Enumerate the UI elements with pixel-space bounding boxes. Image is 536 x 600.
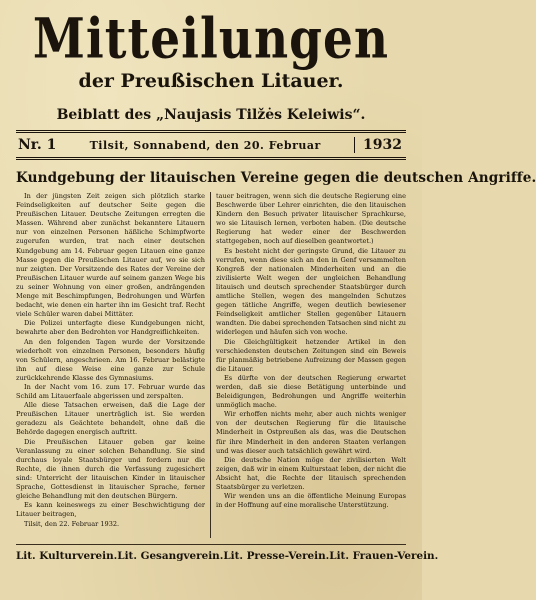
newspaper-subtitle: der Preußischen Litauer. bbox=[78, 70, 344, 92]
signature-kulturverein: Lit. Kulturverein. bbox=[16, 550, 118, 562]
right-column bbox=[211, 192, 406, 538]
issue-bar bbox=[16, 130, 406, 160]
issue-date: Tilsit, Sonnabend, den 20. Februar bbox=[89, 138, 321, 152]
masthead bbox=[16, 6, 406, 124]
paragraph: Es dürfte von der deutschen Regierung erwartet werden, daß sie diese Betätigung unterbinde und Beleidigungen, Bedrohungen und Angriffe weiterhin unmöglich mache. bbox=[216, 373, 406, 410]
issue-number: Nr. 1 bbox=[18, 137, 57, 153]
supplement-line: Beiblatt des „Naujasis Tilžės Keleiwis“. bbox=[56, 107, 366, 123]
article-headline: Kundgebung der litauischen Vereine gegen die deutschen Angriffe. bbox=[16, 170, 536, 186]
paragraph: Es besteht nicht der geringste Grund, die Litauer zu verrufen, wenn diese sich an den in Genf versammelten Kongreß der nationalen Minderheiten und an die zivilisierte Welt wegen der ungleichen Behandlung litauisch und deutsch sprechender Staatsbürger durch amtliche Stellen, wegen des mangelnden Schutzes gegen tätliche Angriffe, wegen deutlich bewiesener Feindseligkeit amtlicher Stellen gegenüber Litauern wandten. Die dabei sprechenden Tatsachen sind nicht zu widerlegen und häufen sich von woche. bbox=[216, 246, 406, 337]
left-column bbox=[16, 192, 211, 538]
paragraph: Die Preußischen Litauer geben gar keine Veranlassung zu einer solchen Behandlung. Sie sind durchaus loyale Staatsbürger und fordern nur die Rechte, die ihnen durch die Verfassung zugesichert sind: Unterricht der litauischen Kinder in litauischer Sprache, Gottesdienst in litauischer Sprache, ferner gleiche Behandlung mit den deutschen Bürgern. bbox=[16, 437, 205, 501]
paragraph: Die Polizei unterfagte diese Kundgebungen nicht, bewahrte aber den Bedrohten vor Handgreiflichkeiten. bbox=[16, 319, 205, 337]
article-body bbox=[16, 192, 406, 538]
paragraph: In der Nacht vom 16. zum 17. Februar wurde das Schild am Litauerfaale abgerissen und zerspalten. bbox=[16, 382, 205, 401]
paragraph: Es kann keineswegs zu einer Beschwichtigung der Litauer beitragen, bbox=[16, 501, 205, 519]
paragraph: An den folgenden Tagen wurde der Vorsitzende wiederholt von einzelnen Personen, besonders häufig von Schülern, angeschrieen. Am 16. Februar belästigte ihn auf diese Weise eine ganze zur Schule zurückkehrende Klasse des Gymnasiums. bbox=[16, 337, 205, 382]
paragraph: Alle diese Tatsachen erweisen, daß die Lage der Preußischen Litauer unerträglich ist. Sie werden geradezu als Geächtete behandelt, ohne daß die Behörde dagegen energisch auftritt. bbox=[16, 401, 205, 437]
signature-frauen-verein: Lit. Frauen-Verein. bbox=[329, 550, 439, 562]
paragraph: Wir wenden uns an die öffentliche Meinung Europas in der Hoffnung auf eine moralische Unterstützung. bbox=[216, 492, 406, 510]
issue-year: 1932 bbox=[354, 137, 406, 153]
paragraph: Die deutsche Nation möge der zivilisierten Welt zeigen, daß wir in einem Kulturstaat leben, der nicht die Absicht hat, die Rechte der litauisch sprechenden Staatsbürger zu verletzen. bbox=[216, 455, 406, 491]
signature-presse-verein: Lit. Presse-Verein. bbox=[223, 550, 330, 562]
dateline: Tilsit, den 22. Februar 1932. bbox=[24, 520, 120, 529]
signature-gesangverein: Lit. Gesangverein. bbox=[117, 550, 224, 562]
newspaper-title: Mitteilungen bbox=[32, 6, 390, 72]
paragraph: tauer beitragen, wenn sich die deutsche Regierung eine Beschwerde über Lehrer einrichten, die den litauischen Kindern den Besuch privater litauischer Sprachkurse, wo sie Litauisch lernen, verboten haben. (Die deutsche Regierung hat weder einer der Beschwerden stattgegeben, noch auf dieselben geantwortet.) bbox=[216, 192, 406, 246]
signatures bbox=[16, 544, 439, 562]
paragraph: Die Gleichgültigkeit hetzender Artikel in den verschiedensten deutschen Zeitungen sind ein Beweis für planmäßig betriebene Aufreizung der Massen gegen die Litauer. bbox=[216, 337, 406, 373]
paragraph: In der jüngsten Zeit zeigen sich plötzlich starke Feindseligkeiten auf deutscher Seite gegen die Preußischen Litauer. Deutsche Zeitungen erregten die Massen. Während aber zunächst bekanntere Litauern nur von einzelnen Personen häßliche Schimpfworte zugerufen wurden, trat nach einer deutschen Kundgebung am 14. Februar gegen Litauen eine ganze Masse gegen die Preußischen Litauer auf, wo sie sich nur zeigten. Der Vorsitzende des Rates der Vereine der Preußischen Litauer wurde auf seinem ganzen Wege bis zu seiner Wohnung von einer großen, andrängenden Menge mit Beschimpfungen, Bedrohungen und Würfen bedacht, wie denen ein harter ihn im Gesicht traf. Recht viele Schüler waren dabei Mittäter. bbox=[16, 192, 205, 319]
paragraph: Wir erhoffen nichts mehr, aber auch nichts weniger von der deutschen Regierung für die litauische Minderheit in Ostpreußen als das, was die Deutschen für ihre Minderheit in den anderen Staaten verlangen und was dieser auch tatsächlich gewährt wird. bbox=[216, 410, 406, 455]
